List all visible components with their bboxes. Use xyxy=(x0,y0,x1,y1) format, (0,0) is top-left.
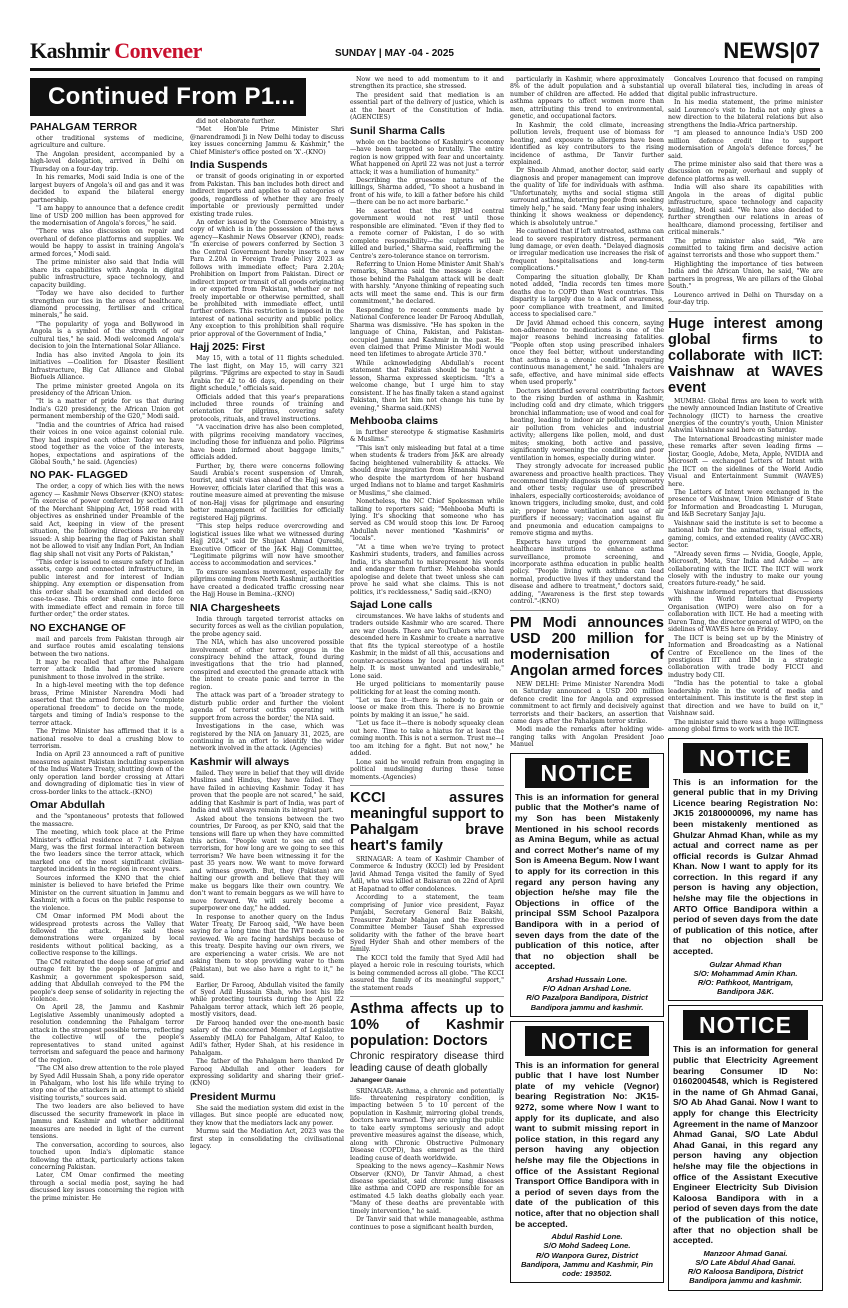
headline: PM Modi announces USD 200 million for modernisation of Angolan armed forces xyxy=(510,614,664,679)
paragraph: The Angolan president, accompanied by a high-level delegation, arrived in Delhi on Thursday on a four-day trip. xyxy=(30,150,184,173)
paragraph: Goncalves Lourenco that focused on ramping up overall bilateral ties, including in areas of digital public infrastructure. xyxy=(668,76,823,98)
article-body xyxy=(30,636,184,797)
signature-line: Bandipora jammu and kashmir. xyxy=(689,1276,802,1286)
paragraph: "A vaccination drive has also been completed, with pilgrims receiving mandatory vaccines, including those for influenza and polio. Pilgrims have been informed about baggage limits," officials added. xyxy=(190,424,344,462)
paragraph: The prime minister greeted Angola on its presidency of the African Union. xyxy=(30,382,184,397)
paragraph: The prime minister also said, "We are committed to taking firm and decisive action against terrorists and those who support them." xyxy=(668,237,823,260)
paragraph: "At a time when we're trying to protect Kashmiri students, traders, and families across India, it's shameful to misrepresent his words and endanger them further. Mehbooba should apologise and delete that tweet unless she can prove he said what she claims. This is not politics, it's recklessness," Sadiq said.-(KNO) xyxy=(350,543,504,596)
paragraph: Vaishnaw informed reporters that discussions with the World Intellectual Property Organisation (WIPO) were also on for a collaboration with IICT. He had a meeting with Daren Tang, the director general of WIPO, on the sidelines of WAVES here on Friday. xyxy=(668,588,823,634)
article-body xyxy=(350,856,504,992)
paragraph: She said the mediation system did exist in the villages. But since people are educated now, they know that the mediators lack any power. xyxy=(190,1104,344,1127)
column-4 xyxy=(510,76,664,1298)
headline: Huge interest among global firms to collaborate with IICT: Vaishnaw at WAVES event xyxy=(668,315,823,396)
paragraph: and the "spontaneous" protests that followed the massacre. xyxy=(30,813,184,828)
paragraph: India on April 23 announced a raft of punitive measures against Pakistan including suspension of the Indus Waters Treaty, shutting down of the only operation land border crossing at Attari and downgrading of diplomatic ties in view of cross-border links to the attack.-(KNO) xyxy=(30,751,184,796)
paragraph: Investigations in the case, which was registered by the NIA on January 31, 2025, are continuing in an effort to identify the wider network involved in the attack. (Agencies) xyxy=(190,723,344,753)
brand-name-a: Kashmir xyxy=(30,38,110,63)
section-label: NEWS|07 xyxy=(723,38,820,63)
paragraph: "I am happy to announce that a defence credit line of USD 200 million has been approved for the modernisation of Angola's forces," he said. xyxy=(30,205,184,227)
article-body xyxy=(350,1088,504,1232)
paragraph: "Already seven firms — Nvidia, Google, Apple, Microsoft, Meta, Star India and Adobe — are collaborating with the IICT. The IICT will work closely with the industry to make our young creators future-ready," he said. xyxy=(668,550,823,588)
paragraph: The IICT is being set up by the Ministry of Information and Broadcasting as a National Centre of Excellence on the lines of the prestigious IIT and IIM in a strategic collaboration with trade body FICCI and industry body CII. xyxy=(668,634,823,679)
paragraph: Modi made the remarks after holding wide-ranging talks with Angolan President Joao Manuel xyxy=(510,726,664,749)
paragraph: On April 28, the Jammu and Kashmir Legislative Assembly unanimously adopted a resolution condemning the Pahalgam terror attack in the strongest possible terms, reflecting the collective will of the people's representatives to stand united against terrorism and safeguard the peace and harmony of the region. xyxy=(30,1004,184,1064)
article-body xyxy=(190,616,344,753)
paragraph: Officials added that this year's preparations included three rounds of training and orientation for pilgrims, covering safety protocols, rituals, and travel instructions. xyxy=(190,393,344,423)
paragraph: "There was also discussion on repair and overhaul of defence platforms and supplies. We would be happy to assist in training Angola's armed forces," Modi said. xyxy=(30,228,184,258)
paragraph: "Met Hon'ble Prime Minister Shri @narendramodi Ji in New Delhi today to discuss key issues concerning Jammu & Kashmir," the Chief Minister's office posted on 'X'.-(KNO) xyxy=(190,126,344,156)
dateline: SUNDAY | MAY -04 - 2025 xyxy=(335,48,454,59)
paragraph: Referring to Union Home Minister Amit Shah's remarks, Sharma said the message is clear: those behind the Pahalgam attack will be dealt with harshly. "Anyone thinking of repeating such acts will meet the same end. This is our firm commitment," he declared. xyxy=(350,260,504,306)
signature-line: R/O Pazalpora Bandipora, District xyxy=(526,993,648,1003)
paragraph: or transit of goods originating in or exported from Pakistan. This ban includes both direct and indirect imports and applies to all categories of goods, regardless of whether they are freely importable or previously permitted under existing trade rules. xyxy=(190,173,344,218)
paragraph: Dr Tanvir said that while manageable, asthma continues to pose a significant health burden, xyxy=(350,1216,504,1231)
headline: NO PAK- FLAGGED xyxy=(30,469,128,482)
headline: Mehbooba claims xyxy=(350,415,439,428)
article-body xyxy=(510,76,664,606)
paragraph: He urged politicians to momentarily pause politicking for at least the coming month. xyxy=(350,681,504,696)
paragraph: An order issued by the Commerce Ministry, a copy of which is in the possession of the news agency—Kashmir News Observer (KNO), reads: "In exercise of powers conferred by Section 3 the Central Government hereby inserts a new Para 2.20A in Foreign Trade Policy 2023 as follows with immediate effect; Para 2.20A; Prohibition on Import from Pakistan. Direct or indirect import or transit of all goods originating in or exported from Pakistan, whether or not freely importable or otherwise permitted, shall be prohibited with immediate effect, until further orders. This restriction is imposed in the interest of national security and public policy. Any exception to this prohibition shall require prior approval of the Government of India," xyxy=(190,218,344,338)
notice-body: This is an information for general public that Electricity Agreement bearing Consumer ID No: 01602004548, which is Registered in the name of Gh Ahmad Ganai, S/O Ab Ahad Ganai. Now I want to apply for change this Electricity Agreement in the name of Manzoor Ahmad Ganai, S/O Late Abdul Ahad Ganai, in this regard any person having any objection he/she may file the objections in office of the Assistant Executive Engineer Electricity Sub Division Kaloosa Bandipora with in a period of seven days from the date of the publication of this notice, after that no objection shall be accepted. xyxy=(673,1044,818,1246)
article-body xyxy=(350,429,504,596)
paragraph: NEW DELHI: Prime Minister Narendra Modi on Saturday announced a USD 200 million defence credit line for Angola and expressed commitment to act firmly and decisively against terrorists and their backers, an assertion that came days after the Pahalgam terror strike. xyxy=(510,680,664,725)
paragraph: The International Broadcasting minister made these remarks after seven leading firms — Jiostar, Google, Adobe, Meta, Apple, NVIDIA and Microsoft — exchanged Letters of Intent with the IICT on the sidelines of the World Audio Visual and Entertainment Summit (WAVES) here. xyxy=(668,435,823,488)
signature-line: S/O Mohd Sadeeq Lone. xyxy=(543,1241,631,1251)
paragraph: The prime minister also said that there was a discussion on repair, overhaul and supply of defence platforms as well. xyxy=(668,160,823,183)
paragraph: "The CM also drew attention to the role played by Syed Adil Hussain Shah, a pony ride operator in Pahalgam, who lost his life while trying to stop one of the attackers in an attempt to shield visiting tourists," sources said. xyxy=(30,1065,184,1102)
paragraph: The order, a copy of which lies with the news agency — Kashmir News Observer (KNO) states: "In exercise of power conferred by section 411 of the Merchant Shipping Act, 1958 read with objectives as enshrined under Preamble of the said Act, keeping in view of the present situation, the following directions are hereby issued: A ship bearing the flag of Pakistan shall not be allowed to visit any Indian Port, An Indian flag ship shall not visit any Ports of Pakistan," xyxy=(30,483,184,558)
paragraph: He asserted that the BJP-led central government would not rest until those responsible are eliminated. "Even if they fled to a remote corner of Pakistan, I do so with complete responsibility—the culprits will be killed and buried," Sharma said, reaffirming the Centre's zero-tolerance stance on terrorism. xyxy=(350,207,504,260)
paragraph: India through targeted terrorist attacks on security forces as well as the civilian population, the probe agency said. xyxy=(190,615,344,638)
notice-signature xyxy=(515,1232,659,1278)
article-body xyxy=(30,483,184,618)
paragraph: Asked about the tensions between the two countries, Dr Farooq, as per KNO, said that the tensions will flare up when they have committed this action. "People want to see an end of terrorism, for how long are we going to see this terrorism? We have been witnessing it for the past 35 years now. We want to move forward and witness growth. But, they (Pakistan) are halting our growth and believe that they will make us beggars like their own country. We don't want to remain beggars as we will have to move forward. We will surely become a superpower one day," he added. xyxy=(190,815,344,913)
article-body xyxy=(190,118,344,156)
signature-line: Gulzar Ahmad Khan xyxy=(709,959,782,969)
paragraph: Murmu said the Mediation Act, 2023 was the first step in consolidating the civilisational legacy. xyxy=(190,1128,344,1151)
notice-box xyxy=(668,1005,823,1290)
article-body xyxy=(190,355,344,599)
paragraph: "It is a matter of pride for us that during India's G20 presidency, the African Union got permanent membership of the G20," Modi said. xyxy=(30,398,184,421)
headline: Sunil Sharma Calls xyxy=(350,124,446,137)
paragraph: "This step helps reduce overcrowding and logistical issues like what we witnessed during Hajj 2024," said Dr Shujaat Ahmad Qureshi, Executive Officer of the J&K Hajj Committee, "Legitimate pilgrims will now have smoother access to accommodation and services." xyxy=(190,523,344,568)
signature-line: Manzoor Ahmad Ganai. xyxy=(703,1248,788,1258)
paragraph: He cautioned that if left untreated, asthma can lead to severe respiratory distress, permanent lung damage, or even death. "Delayed diagnosis or irregular medication use increases the risk of frequent hospitalisations and long-term complications." xyxy=(510,228,664,273)
signature-line: R/O Wanpora Gurez, District xyxy=(536,1250,638,1260)
column-5 xyxy=(668,76,823,1298)
signature-line: code: 193502. xyxy=(562,1269,612,1279)
notice-box xyxy=(510,1021,664,1284)
paragraph: Comparing the situation globally, Dr Khan noted added, "India records ten times more deaths due to COPD than West countries. This disparity is largely due to a lack of awareness, poor compliance with treatment, and limited access to specialised care." xyxy=(510,273,664,319)
paragraph: The NIA, which has also uncovered possible involvement of other terror groups in the conspiracy behind the attack, found during investigations that the trio had planned, conspired and executed the grenade attack with the intent to create panic and terror in the region. xyxy=(190,639,344,691)
article-body xyxy=(190,173,344,338)
paragraph: Further, by, there were concerns following Saudi Arabia's recent suspension of Umrah, tourist, and visit visas ahead of the Hajj season. However, officials later clarified that this was a routine measure aimed at preventing the misuse of non-Hajj visas for pilgrimage and ensuring better management of facilities for officially registered Hajj pilgrims. xyxy=(190,462,344,522)
column-2 xyxy=(190,118,344,1298)
paragraph: To ensure seamless movement, especially for pilgrims coming from North Kashmir, authorities have created a dedicated traffic crossing near the Hajj House in Bemina.-(KNO) xyxy=(190,568,344,599)
notice-title: NOTICE xyxy=(683,743,808,773)
headline: PAHALGAM TERROR xyxy=(30,121,138,133)
notice-signature xyxy=(515,975,659,1012)
paragraph: "This order is issued to ensure safety of Indian assets, cargo and connected infrastructure, in public interest and for interest of Indian shipping. Any exemption or dispensation from this order shall be examined and decided on case-to-case. This order shall come into force with immediate effect and remain in force till further order," the order states. xyxy=(30,559,184,619)
paragraph: The father of the Pahalgam hero thanked Dr Farooq Abdullah and other leaders for expressing solidarity and sharing their grief.-(KNO) xyxy=(190,1058,344,1088)
deck: Chronic respiratory disease third leading cause of death globally xyxy=(350,1051,504,1074)
paragraph: The Prime Minister has affirmed that it is a national resolve to deal a crushing blow to terrorism. xyxy=(30,728,184,750)
paragraph: India has also invited Angola to join its initiatives —Coalition for Disaster Resilient Infrastructure, Big Cat Alliance and Global Biofuels Alliance. xyxy=(30,351,184,382)
paragraph: In his remarks, Modi said India is one of the largest buyers of Angola's oil and gas and it was decided to expand the bilateral energy partnership. xyxy=(30,174,184,204)
paragraph: Now we need to add momentum to it and strengthen its practice, she stressed. xyxy=(350,76,504,91)
column-1 xyxy=(30,118,184,1298)
paragraph: did not elaborate further. xyxy=(196,118,276,125)
signature-line: Bandipora, Jammu and Kashmir, Pin xyxy=(520,1259,654,1269)
notice-title: NOTICE xyxy=(683,1010,808,1040)
signature-line: Arshad Hussain Lone. xyxy=(546,974,628,984)
paragraph: "I am pleased to announce India's USD 200 million defence credit line to support modernisation of Angola's defence forces," he said. xyxy=(668,130,823,160)
signature-line: F/O Adnan Arshad Lone. xyxy=(542,984,632,994)
signature-line: R/O Kaloosa Bandipora, District xyxy=(687,1267,804,1277)
paragraph: The two leaders are also believed to have discussed the security framework in place in Jammu and Kashmir and whether additional measures are needed in light of the current tensions. xyxy=(30,1103,184,1141)
notice-body: This is an information for the general public that in my Driving Licence bearing Registration No: JK15 20180000096, my name has been mistakenly mentioned as Ghulzar Ahmad Khan, while as my actual and correct name as per official records is Gulzar Ahmad Khan. Now I want to apply for its correction. In this regard if any person is having any objection, he/she may file the objections in ARTO Office Bandipora within a period of seven days from the date of publication of this notice, after that no objection shall be accepted. xyxy=(673,776,818,957)
article-body xyxy=(668,76,823,307)
paragraph: "India has the potential to take a global leadership role in the world of media and entertainment. This institute is the first step in that direction and we have to build on it," Vaishnaw said. xyxy=(668,680,823,718)
paragraph: particularly in Kashmir, where approximately 8% of the adult population and a substantial number of children are affected. He added that asthma appears to affect women more than men, attributing this trend to environmental, genetic, and occupational factors. xyxy=(510,76,664,121)
paragraph: They strongly advocate for increased public awareness and proactive health practices. They recommend timely diagnosis through spirometry and other tests; regular use of prescribed inhalers, especially corticosteroids; avoidance of known triggers, including smoke, dust, and cold air; proper home ventilation and use of air purifiers if necessary; vaccination against flu and pneumonia and education campaigns to remove stigma and myths. xyxy=(510,463,664,538)
paragraph: Experts have urged the government and healthcare institutions to enhance asthma surveillance, promote screening, and incorporate asthma education in public health policy. "People living with asthma can lead normal, productive lives if they understand the disease and adhere to treatment," doctors said, adding, "Awareness is the first step towards control."-(KNO) xyxy=(510,538,664,606)
paragraph: other traditional systems of medicine, agriculture and culture. xyxy=(30,135,184,150)
headline: NO EXCHANGE OF xyxy=(30,621,126,634)
headline: President Murmu xyxy=(190,1090,276,1103)
paragraph: Lone said he would refrain from engaging in political mudslinging during these tense moments.-(Agencies) xyxy=(350,758,504,781)
article-body xyxy=(30,813,184,1202)
signature-line: Abdul Rashid Lone. xyxy=(551,1232,623,1242)
paragraph: While acknowledging Abdullah's recent statement that Pakistan should be taught a lesson, Sharma expressed skepticism. "It's a welcome change, but I urge him to stay consistent. If he has finally taken a stand against Pakistan, then let him not change his tune by evening," Sharma said.(KNS) xyxy=(350,359,504,412)
notice-box xyxy=(668,738,823,1002)
paragraph: Speaking to the news agency—Kashmir News Observer (KNO), Dr Tanvir Ahmad, a chest disease specialist, said chronic lung diseases like asthma and COPD are responsible for an estimated 4.5 lakh deaths globally each year. "Many of these deaths are preventable with timely intervention," he said. xyxy=(350,1163,504,1215)
notice-title: NOTICE xyxy=(525,758,649,788)
article-body xyxy=(350,613,504,781)
paragraph: Nonetheless, the NC Chief Spokesman while talking to reporters said; "Mehbooba Mufti is lying. It's shocking that someone who has served as CM would stoop this low. Dr Farooq Abdullah never mentioned "Kashmiris" or "locals". xyxy=(350,498,504,543)
signature-line: Bandipora jammu and kashmir. xyxy=(530,1002,644,1012)
paragraph: Describing the gruesome nature of the killings, Sharma added, "To shoot a husband in front of his wife, to kill a father before his child—there can be no act more barbaric." xyxy=(350,176,504,207)
article-body xyxy=(510,681,664,749)
paragraph: "Let us face it—there is nobody to gain or loose or make from this. There is no brownie points by making it an issue," he said. xyxy=(350,696,504,719)
paragraph: mail and parcels from Pakistan through air and surface routes amid escalating tensions between the two nations. xyxy=(30,635,184,658)
paragraph: India will also share its capabilities with Angola in the areas of digital public infrastructure, space technology and capacity building, Modi said. "We have also decided to further strengthen our relations in areas of healthcare, diamond processing, fertiliser and critical minerals." xyxy=(668,184,823,237)
paragraph: In Kashmir, the cold climate, increasing pollution levels, frequent use of biomass for heating, and exposure to allergens have been identified as key contributors to the rising incidence of asthma, Dr Tanvir further explained. xyxy=(510,121,664,166)
paragraph: "The popularity of yoga and Bollywood in Angola is a symbol of the strength of our cultural ties," he said. Modi welcomed Angola's decision to join the International Solar Alliance. xyxy=(30,320,184,351)
paragraph: in further stereotype & stigmatise Kashmiris & Muslims." xyxy=(350,429,504,444)
notice-body: This is an information for general public that the Mother's name of my Son has been Mistakenly Mentioned in his school records as Amina Begum, while as actual and correct Mother's name of my Son is Ameena Begum. Now I want to apply for its correction in this regard any person having any objection he/she may file the Objections in office of the principal SSM School Pazalpora Bandipora with in a period of seven days from the date of the publication of this notice, after that no objection shall be accepted. xyxy=(515,791,660,972)
paragraph: The conversation, according to sources, also touched upon India's diplomatic stance following the attack, particularly actions taken concerning Pakistan. xyxy=(30,1141,184,1171)
paragraph: CM Omar informed PM Modi about the widespread protests across the Valley that followed the attack. He said these demonstrations were organized by local residents without political backing, as a collective response to the killings. xyxy=(30,913,184,958)
paragraph: Highlighting the importance of ties between India and the African Union, he said, "We are partners in progress, We are pillars of the Global South." xyxy=(668,260,823,291)
paragraph: Dr Farooq handed over the one-month basic salary of the concerned Member of Legislative Assembly (MLA) for Pahalgam, Altaf Kaloo, to Adil's father, Hyder Shah, at his residence in Pahalgam. xyxy=(190,1019,344,1057)
article-body xyxy=(190,770,344,1088)
paragraph: In a high-level meeting with the top defence brass, Prime Minister Narendra Modi had asserted that the armed forces have "complete operational freedom" to decide on the mode, targets and timing of India's response to the terror attack. xyxy=(30,682,184,727)
paragraph: The CM reiterated the deep sense of grief and outrage felt by the people of Jammu and Kashmir, a government spokesperson said, adding that Abdullah conveyed to the PM the people's deep sense of solidarity in rejecting the violence. xyxy=(30,958,184,1004)
paragraph: The Letters of Intent were exchanged in the presence of Vaishnaw, Union Minister of State for Information and Broadcasting L Murugan, and I&B Secretary Sanjay Jaju. xyxy=(668,489,823,519)
paragraph: Dr Javid Ahmad echoed this concern, saying non-adherence to medications is one of the major reasons behind increasing fatalities. "People often stop using prescribed inhalers once they feel better, without understanding that asthma is a chronic condition requiring continuous management," he said. "Inhalers are safe, effective, and have minimal side effects when used properly." xyxy=(510,319,664,387)
paragraph: The KCCI told the family that Syed Adil had played a heroic role in rescuing tourists, which is being commended across all globe. "The KCCI assured the family of its meaningful support," the statement reads xyxy=(350,954,504,992)
paragraph: SRINAGAR: Asthma, a chronic and potentially life- threatening respiratory condition, is impacting between 5 to 10 percent of the population in Kashmir, mirroring global trends, doctors have warned. They are urging the public to take early symptoms seriously and adopt preventive measures against the disease, which, along with Chronic Obstructive Pulmonary Disease (COPD), has emerged as the third leading cause of death worldwide. xyxy=(350,1087,504,1162)
headline: Hajj 2025: First xyxy=(190,341,265,354)
masthead-rule xyxy=(30,68,820,71)
article-body xyxy=(350,139,504,412)
paragraph: Vaishnaw said the institute is set to become a national hub for the animation, visual effects, gaming, comics, and extended reality (AVGC-XR) sector. xyxy=(668,519,823,550)
paragraph: The minister said there was a huge willingness among global firms to work with the IICT. xyxy=(668,718,823,734)
paragraph: Earlier, Dr Farooq, Abdullah visited the family of Syed Adil Hussain Shah, who lost his life while protecting tourists during the April 22 Pahalgam terror attack, which left 26 people, mostly visitors, dead. xyxy=(190,981,344,1019)
article-body xyxy=(668,398,823,734)
paragraph: "Let us face it—there is nobody squeaky clean out here. Time to take a hiatus for at least the coming month. This is not a sermon. Trust me—I too am itching for a fight. But not now," he added. xyxy=(350,720,504,758)
paragraph: Responding to recent comments made by National Conference leader Dr Farooq Abdullah, Sharma was dismissive. "He has spoken in the language of China, Pakistan, and Pakistan-occupied Jammu and Kashmir in the past. He even claimed that Prime Minister Modi would need ten lifetimes to abrogate Article 370." xyxy=(350,306,504,359)
paragraph: Later, CM Omar confirmed the meeting through a social media post, saying he had discussed key issues concerning the region with the prime minister. He xyxy=(30,1172,184,1202)
masthead xyxy=(30,38,820,68)
notice-signature xyxy=(673,1249,818,1286)
divider xyxy=(510,610,664,611)
paragraph: The president said that mediation is an essential part of the delivery of justice, which is at the heart of the Constitution of India. (AGENCIES) xyxy=(350,91,504,122)
paragraph: "Today we have also decided to further strengthen our ties in the areas of healthcare, diamond processing, fertiliser and critical minerals," he said. xyxy=(30,290,184,320)
headline: Asthma affects up to 10% of Kashmir population: Doctors xyxy=(350,1001,504,1050)
divider xyxy=(668,311,823,312)
headline: India Suspends xyxy=(190,159,268,172)
paragraph: In response to another query on the Indus Water Treaty, Dr Farooq said, "We have been saying for a long time that the IWT needs to be reviewed. We are facing hardships because of this treaty. Despite having our own rivers, we are experiencing a water crisis. We are not asking them to stop providing water to them (Pakistan), but we also have a right to it," he said. xyxy=(190,913,344,981)
paragraph: The meeting, which took place at the Prime Minister's official residence at 7 Lok Kalyan Marg, was the first formal interaction between the two leaders since the terror attack, which marked one of the most significant civilian-targeted incidents in the region in recent years. xyxy=(30,829,184,874)
notice-title: NOTICE xyxy=(525,1026,649,1056)
divider xyxy=(350,996,504,997)
paragraph: The attack was part of a 'broader strategy to disturb public order and further the violent agenda of terrorist outfits operating with support from across the border,' the NIA said. xyxy=(190,692,344,722)
article-body xyxy=(350,76,504,122)
brand-logo xyxy=(30,38,202,64)
paragraph: SRINAGAR: A team of Kashmir Chamber of Commerce & Industry (KCCI) led by President Javid Ahmad Tenga visited the family of Syed Adil, who was killed at Baisaran on 22nd of April at Hapatnad to offer condolences. xyxy=(350,855,504,893)
paragraph: It may be recalled that after the Pahalgam terror attack India had promised severe punishment to those involved in the strike. xyxy=(30,659,184,681)
signature-line: R/O: Pathkoot, Mantrigam, xyxy=(697,978,794,988)
brand-name-b: Convener xyxy=(114,38,202,63)
paragraph: According to a statement, the team comprising of Junior vice president, Fayaz Punjabi, Secretary General Baiz Bakshi, Treasurer Zubair Mahajan and the Executive Committee Member Tausef Shah expressed solidarity with the father of the brave heart Syed Hyder Shah and other members of the family. xyxy=(350,894,504,954)
paragraph: The prime minister also said that India will share its capabilities with Angola in digital public infrastructure, space technology, and capacity building. xyxy=(30,259,184,289)
signature-line: S/O Late Abdul Ahad Ganai. xyxy=(695,1257,796,1267)
paragraph: whole on the backbone of Kashmir's economy—have been targeted so brutally. The entire region is now gripped with fear and uncertainty. What happened on April 22 was not just a terror attack; it was a humiliation of humanity." xyxy=(350,138,504,176)
signature-line: S/O: Mohammad Amin Khan. xyxy=(693,968,798,978)
article-body xyxy=(30,135,184,466)
paragraph: failed. They were in belief that they will divide Muslims and Hindus, they have failed. They have failed in achieving Kashmir. Today it has proven that the people are not scared," he said, adding that Kashmir is part of India, was part of India and will always remain its integral part. xyxy=(190,769,344,815)
paragraph: Lourenco arrived in Delhi on Thursday on a four-day trip. xyxy=(668,291,823,307)
paragraph: Sources informed the KNO that the chief minister is believed to have briefed the Prime Minister on the current situation in Jammu and Kashmir, with a focus on the public response to the violence. xyxy=(30,874,184,912)
column-3 xyxy=(350,76,504,1298)
divider xyxy=(350,785,504,786)
byline: Jahangeer Ganaie xyxy=(350,1077,406,1085)
notice-signature xyxy=(673,960,818,997)
notice-box xyxy=(510,753,664,1017)
headline: Omar Abdullah xyxy=(30,799,105,812)
paragraph: "India and the countries of Africa had raised their voices in one voice against colonial rule. They had inspired each other. Today we have stood together as the voice of the interests, hopes, expectations and aspirations of the Global South," he said. (Agencies) xyxy=(30,421,184,467)
notice-body: This is an information for general public that I have lost Number plate of my vehicle (Vegnor) bearing Registration No: JK15-9272, some where Now I want to apply for its duplicate, and also want to submit missing report in police station, in this regard any person having any objection he/she may file the Objections in office of the Assistant Regional Transport Office Bandipora with in a period of seven days from the date of the publication of this notice, after that no objection shall be accepted. xyxy=(515,1059,659,1229)
paragraph: MUMBAI: Global firms are keen to work with the newly announced Indian Institute of Creative Technology (IICT) to harness the creative energies of the country's youth, Union Minister Ashwini Vaishnaw said here on Saturday. xyxy=(668,397,823,435)
paragraph: Dr Shoaib Ahmad, another doctor, said early diagnosis and proper management can improve the quality of life for individuals with asthma. "Unfortunately, myths and social stigma still surround asthma, deterring people from seeking timely help," he said. "Many fear using inhalers, thinking it shows weakness or dependency, which is absolutely untrue." xyxy=(510,167,664,227)
headline: Kashmir will always xyxy=(190,755,290,768)
signature-line: Bandipora J&K. xyxy=(717,987,774,997)
headline: KCCI assures meaningful support to Pahalgam brave heart's family xyxy=(350,789,504,854)
article-body xyxy=(190,1105,344,1151)
paragraph: In his media statement, the prime minister said Lourenco's visit to India not only gives a new direction to the bilateral relations but also strengthens the India-Africa partnership. xyxy=(668,99,823,129)
paragraph: "This isn't only misleading but fatal at a time when students & traders from J&K are already facing heightened vulnerability & attacks. We should draw inspiration from Himanshi Narwal who despite the martyrdom of her husband urged Indians not to blame and target Kashmiris or Muslims," she claimed. xyxy=(350,444,504,497)
continued-banner: Continued From P1... xyxy=(30,78,306,116)
paragraph: May 15, with a total of 11 flights scheduled. The last flight, on May 15, will carry 321 pilgrims. "Pilgrims are expected to stay in Saudi Arabia for 42 to 46 days, depending on their flight schedule," officials said. xyxy=(190,355,344,393)
paragraph: Doctors identified several contributing factors to the rising burden of asthma in Kashmir, including cold and dry climate, which triggers bronchial inflammation; use of wood and coal for heating, leading to indoor air pollution; outdoor air pollution from vehicles and industrial activity; allergens like pollen, mold, and dust mites; smoking, both active and passive, significantly worsening the condition and poor ventilation in homes, especially during winter. xyxy=(510,387,664,462)
headline: Sajad Lone calls xyxy=(350,599,433,611)
paragraph: circumstances. We have lakhs of students and traders outside Kashmir who are scared. There are war clouds. There are YouTubers who have descended here in Kashmir to create a narrative that fits the typical stereotype of a hostile Kashmir, in the midst of all this, accusations and counter-accusations by local parties will not help. It is most unwanted and undesirable," Lone said. xyxy=(350,613,504,680)
headline: NIA Chargesheets xyxy=(190,601,281,614)
